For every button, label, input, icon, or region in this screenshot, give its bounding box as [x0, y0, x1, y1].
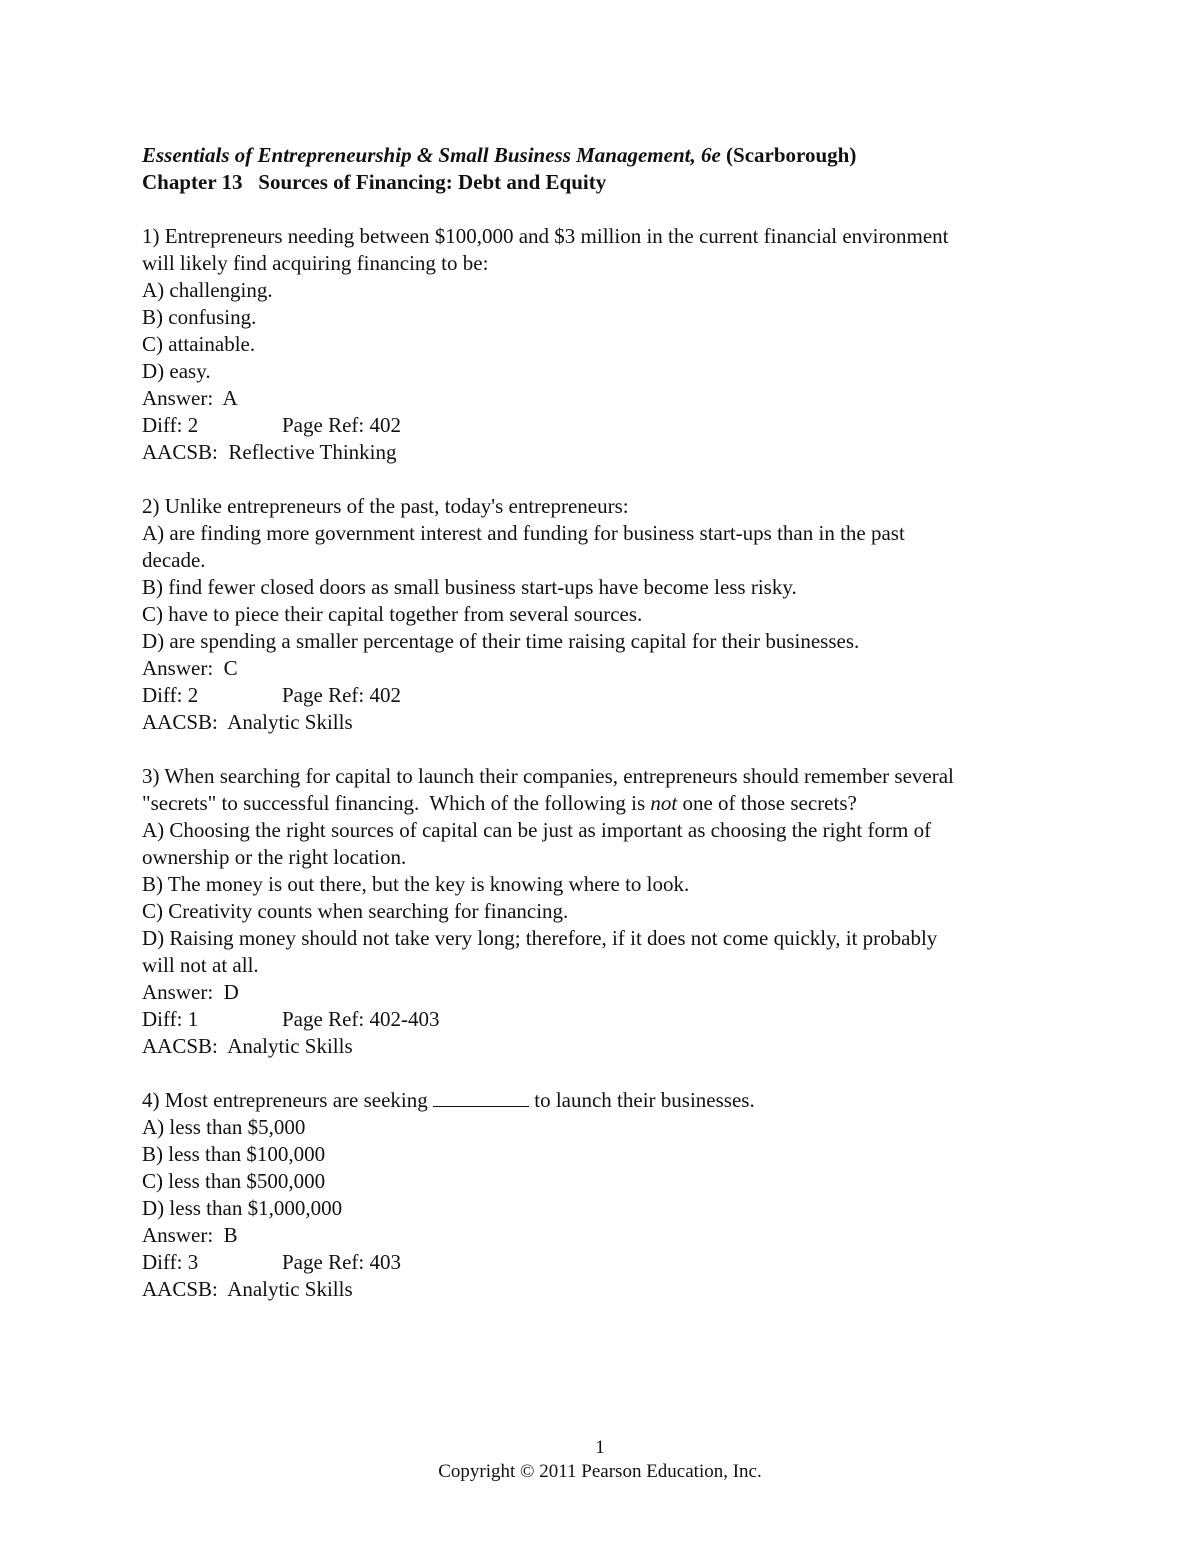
answer-option: B) less than $100,000: [142, 1142, 326, 1166]
question-stem: 3) When searching for capital to launch their companies, entrepreneurs should remember several: [142, 764, 954, 788]
aacsb-tag: AACSB: Analytic Skills: [142, 1034, 353, 1058]
answer-option: C) have to piece their capital together from several sources.: [142, 602, 643, 626]
stem-text: "secrets" to successful financing. Which of the following is: [142, 791, 651, 815]
emphasis-not: not: [650, 791, 678, 815]
difficulty: Diff: 1: [142, 1007, 199, 1031]
answer-option: D) less than $1,000,000: [142, 1196, 343, 1220]
stem-text: to launch their businesses.: [528, 1088, 755, 1112]
page-reference: Page Ref: 402: [282, 413, 401, 437]
answer-option: A) less than $5,000: [142, 1115, 306, 1139]
difficulty: Diff: 3: [142, 1250, 199, 1274]
question-stem: 2) Unlike entrepreneurs of the past, today's entrepreneurs:: [142, 494, 629, 518]
answer-option: C) attainable.: [142, 332, 256, 356]
difficulty: Diff: 2: [142, 413, 199, 437]
answer-option: D) easy.: [142, 359, 211, 383]
page-reference: Page Ref: 402-403: [282, 1007, 440, 1031]
book-title: Essentials of Entrepreneurship & Small Business Management, 6e: [142, 143, 721, 167]
answer-option: A) challenging.: [142, 278, 273, 302]
aacsb-tag: AACSB: Reflective Thinking: [142, 440, 397, 464]
difficulty-row: [142, 412, 1072, 439]
question-4: [142, 1087, 1072, 1303]
page-content: [142, 142, 1072, 1303]
answer-option: A) are finding more government interest and funding for business start-ups than in the past: [142, 521, 905, 545]
answer-option: C) less than $500,000: [142, 1169, 326, 1193]
stem-text: one of those secrets?: [677, 791, 857, 815]
stem-text: 4) Most entrepreneurs are seeking: [142, 1088, 433, 1112]
question-stem: 1) Entrepreneurs needing between $100,000 and $3 million in the current financial environment: [142, 224, 949, 248]
difficulty-row: [142, 1249, 1072, 1276]
difficulty: Diff: 2: [142, 683, 199, 707]
answer-key: Answer: A: [142, 386, 238, 410]
answer-option: B) find fewer closed doors as small business start-ups have become less risky.: [142, 575, 797, 599]
difficulty-row: [142, 1006, 1072, 1033]
difficulty-row: [142, 682, 1072, 709]
question-1: [142, 223, 1072, 466]
answer-key: Answer: D: [142, 980, 239, 1004]
answer-option: D) are spending a smaller percentage of their time raising capital for their businesses.: [142, 629, 860, 653]
question-stem: [142, 1087, 1072, 1114]
page-reference: Page Ref: 402: [282, 683, 401, 707]
answer-option: B) confusing.: [142, 305, 257, 329]
answer-option: A) Choosing the right sources of capital can be just as important as choosing the right form of: [142, 818, 932, 842]
copyright-notice: Copyright © 2011 Pearson Education, Inc.: [438, 1461, 762, 1482]
answer-option: C) Creativity counts when searching for financing.: [142, 899, 569, 923]
answer-option: D) Raising money should not take very long; therefore, if it does not come quickly, it probably: [142, 926, 938, 950]
answer-key: Answer: B: [142, 1223, 238, 1247]
author: (Scarborough): [726, 143, 857, 167]
page-footer: [0, 1436, 1200, 1484]
answer-option: B) The money is out there, but the key is knowing where to look.: [142, 872, 690, 896]
book-title-line: [142, 142, 1072, 169]
question-stem: [142, 790, 1072, 817]
question-3: [142, 763, 1072, 1060]
aacsb-tag: AACSB: Analytic Skills: [142, 1277, 353, 1301]
aacsb-tag: AACSB: Analytic Skills: [142, 710, 353, 734]
answer-option: ownership or the right location.: [142, 845, 407, 869]
answer-option: will not at all.: [142, 953, 259, 977]
question-stem: will likely find acquiring financing to be:: [142, 251, 489, 275]
answer-key: Answer: C: [142, 656, 238, 680]
question-2: [142, 493, 1072, 736]
page-reference: Page Ref: 403: [282, 1250, 401, 1274]
chapter-title: Chapter 13 Sources of Financing: Debt and Equity: [142, 170, 607, 194]
answer-option: decade.: [142, 548, 206, 572]
fill-in-blank: [433, 1088, 529, 1107]
page-number: 1: [595, 1437, 605, 1458]
